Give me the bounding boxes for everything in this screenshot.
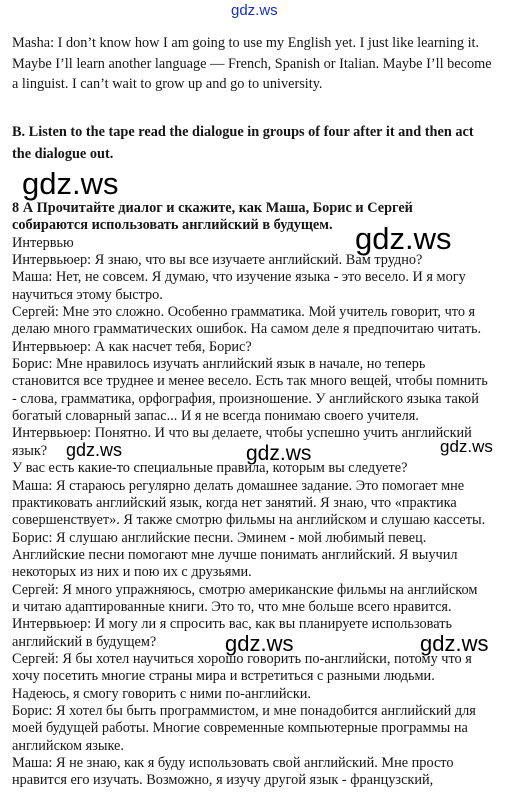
dialogue-line: Сергей: Мне это сложно. Особенно грамматика. Мой учитель говорит, что я — [12, 304, 476, 321]
dialogue-line: Маша: Я стараюсь регулярно делать домашнее задание. Это помогает мне — [12, 477, 465, 494]
dialogue-line: некоторых из них и пою их с друзьями. — [12, 564, 252, 581]
dialogue-line: Интервьюер: И могу ли я спросить вас, как вы планируете использовать — [12, 616, 452, 633]
dialogue-line: Интервьюер: Понятно. И что вы делаете, чтобы успешно учить английский — [12, 425, 472, 442]
dialogue-line: У вас есть какие-то специальные правила, которым вы следуете? — [12, 460, 408, 477]
dialogue-line: Интервью — [12, 234, 74, 251]
text-line: B. Listen to the tape read the dialogue in groups of four after it and then act — [12, 124, 474, 140]
dialogue-line: становится все труднее и менее весело. Есть так много вещей, чтобы помнить — [12, 373, 488, 390]
text-line: a linguist. I can’t wait to grow up and go to university. — [12, 76, 323, 92]
dialogue-line: Маша: Нет, не совсем. Я думаю, что изучение языка - это весело. И я могу — [12, 269, 466, 286]
dialogue-line: Сергей: Я бы хотел научиться хорошо говорить по-английски, потому что я — [12, 650, 472, 667]
dialogue-line: богатый словарный запас... И я не всегда понимаю своего учителя. — [12, 408, 419, 425]
dialogue-line: Сергей: Я много упражняюсь, смотрю американские фильмы на английском — [12, 581, 478, 598]
dialogue-line: английский в будущем? — [12, 633, 157, 650]
watermark-large-right: gdz.ws — [355, 221, 452, 256]
text-line: Masha: I don’t know how I am going to use my English yet. I just like learning it. — [12, 35, 480, 51]
dialogue-line: Интервьюер: А как насчет тебя, Борис? — [12, 338, 252, 355]
dialogue-line: практиковать английский язык, когда нет занятий. Я знаю, что «практика — [12, 494, 457, 511]
watermark-middle-center: gdz.ws — [246, 442, 312, 465]
dialogue-line: Борис: Я слушаю английские песни. Эминем - мой любимый певец. — [12, 529, 427, 546]
task-b — [12, 122, 517, 165]
dialogue-line: совершенствует». Я также смотрю фильмы на английском и слушаю кассеты. — [12, 512, 486, 529]
english-paragraph — [12, 33, 517, 95]
dialogue-line: Английские песни помогают мне лучше понимать английский. Я выучил — [12, 546, 458, 563]
watermark-middle-right: gdz.ws — [440, 437, 493, 456]
dialogue-line: английском языке. — [12, 737, 124, 754]
watermark-lower-center: gdz.ws — [225, 631, 294, 656]
watermark-top: gdz.ws — [231, 2, 278, 19]
exercise-heading: собираются использовать английский в будущем. — [12, 217, 333, 234]
dialogue-line: - слова, грамматика, орфография, произношение. У английского языка такой — [12, 390, 479, 407]
text-line: the dialogue out. — [12, 145, 114, 162]
dialogue-line: Борис: Мне нравилось изучать английский язык в начале, но теперь — [12, 356, 426, 373]
watermark-middle-left: gdz.ws — [66, 440, 123, 460]
dialogue-line: нравится его изучать. Возможно, я изучу другой язык - французский, — [12, 772, 434, 789]
dialogue-line: Интервьюер: Я знаю, что вы все изучаете английский. Вам трудно? — [12, 252, 423, 269]
dialogue-line: научиться этому быстро. — [12, 286, 163, 303]
dialogue-line: язык? — [12, 442, 48, 459]
dialogue-line: Надеюсь, я смогу говорить с ними по-английски. — [12, 685, 312, 702]
text-line: Maybe I’ll learn another language — French, Spanish or Italian. Maybe I’ll become — [12, 55, 492, 72]
dialogue-line: и читаю адаптированные книги. Это то, что мне больше всего нравится. — [12, 598, 452, 615]
dialogue-line: хочу посетить многие страны мира и встретиться с разными людьми. — [12, 668, 435, 685]
exercise-8 — [12, 200, 517, 790]
dialogue-line: Маша: Я не знаю, как я буду использовать свой английский. Мне просто — [12, 755, 454, 771]
dialogue-line: Борис: Я хотел бы быть программистом, и мне понадобится английский для — [12, 702, 476, 719]
watermark-large-left: gdz.ws — [22, 166, 119, 201]
dialogue-line: моей будущей работы. Многие современные компьютерные программы на — [12, 720, 468, 737]
watermark-lower-right: gdz.ws — [420, 631, 489, 656]
dialogue-line: делаю много грамматических ошибок. На самом деле я предпочитаю читать. — [12, 321, 482, 338]
exercise-heading: 8 А Прочитайте диалог и скажите, как Маша, Борис и Сергей — [12, 200, 413, 216]
